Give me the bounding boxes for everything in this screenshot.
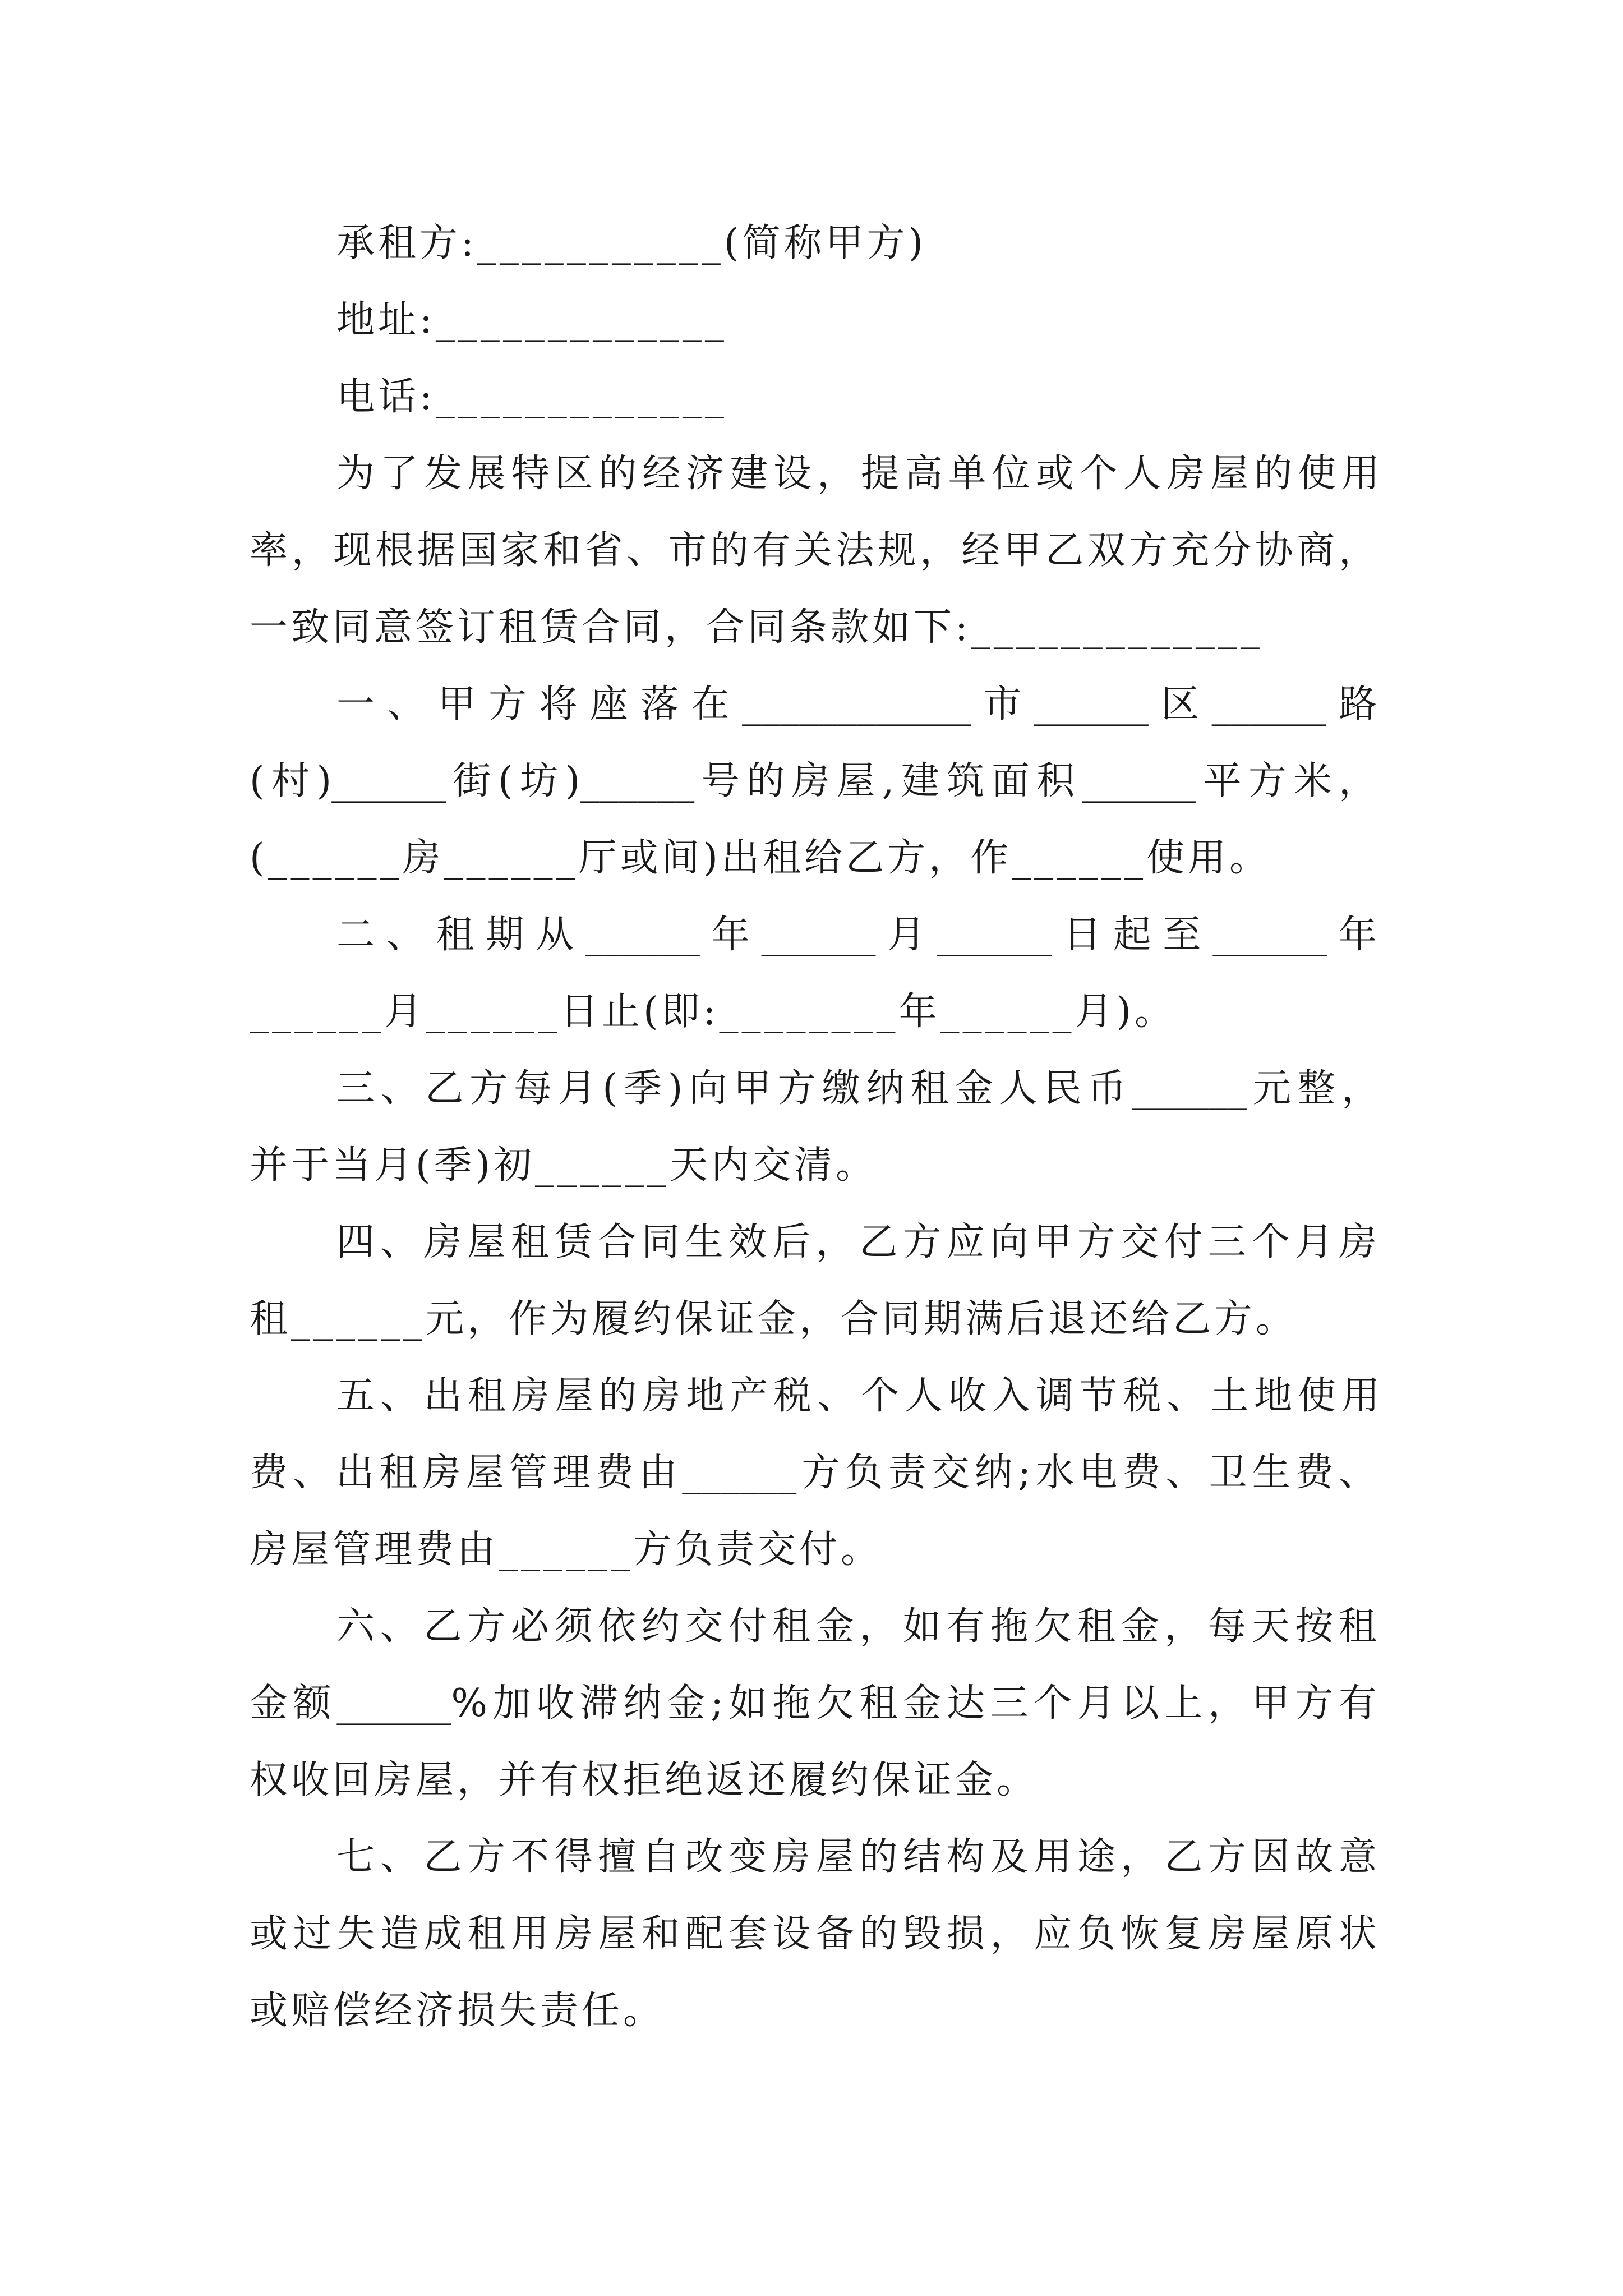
clause-3-line-2: 并于当月(季)初______天内交清。 <box>250 1143 878 1188</box>
lessee-line: 承租方:___________(简称甲方) <box>336 221 926 265</box>
clause-3-line-1: 三、乙方每月(季)向甲方缴纳租金人民币______元整， <box>336 1066 1380 1111</box>
clause-7-line-1: 七、乙方不得擅自改变房屋的结构及用途，乙方因故意 <box>336 1835 1377 1879</box>
preamble-line-1: 为了发展特区的经济建设，提高单位或个人房屋的使用 <box>336 452 1380 496</box>
clause-6-line-1: 六、乙方必须依约交付租金，如有拖欠租金，每天按租 <box>336 1604 1377 1649</box>
clause-7-line-2: 或过失造成租用房屋和配套设备的毁损，应负恢复房屋原状 <box>250 1912 1377 1956</box>
clause-2-line-1: 二、租期从______年______月______日起至______年 <box>336 913 1377 957</box>
clause-1-line-1: 一、甲方将座落在____________市______区______路 <box>336 682 1377 726</box>
preamble-line-3: 一致同意签订租赁合同，合同条款如下:_____________ <box>250 605 1263 650</box>
preamble-line-2: 率，现根据国家和省、市的有关法规，经甲乙双方充分协商， <box>250 528 1377 573</box>
clause-6-line-3: 权收回房屋，并有权拒绝返还履约保证金。 <box>250 1758 1039 1802</box>
clause-2-line-2: ______月______日止(即:________年______月)。 <box>250 990 1176 1034</box>
clause-1-line-3: (______房______厅或间)出租给乙方，作______使用。 <box>250 836 1271 880</box>
clause-7-line-3: 或赔偿经济损失责任。 <box>250 1989 665 2033</box>
clause-6-line-2: 金额______%加收滞纳金;如拖欠租金达三个月以上，甲方有 <box>250 1681 1377 1726</box>
clause-4-line-2: 租______元，作为履约保证金，合同期满后退还给乙方。 <box>250 1297 1298 1341</box>
phone-line: 电话:_____________ <box>336 375 727 419</box>
clause-1-line-2: (村)______街(坊)______号的房屋,建筑面积______平方米， <box>250 759 1377 803</box>
clause-4-line-1: 四、房屋租赁合同生效后，乙方应向甲方交付三个月房 <box>336 1220 1377 1264</box>
address-line: 地址:_____________ <box>336 298 727 342</box>
clause-5-line-1: 五、出租房屋的房地产税、个人收入调节税、土地使用 <box>336 1374 1380 1418</box>
clause-5-line-3: 房屋管理费由______方负责交付。 <box>250 1527 883 1572</box>
clause-5-line-2: 费、出租房屋管理费由______方负责交纳;水电费、卫生费、 <box>250 1451 1377 1495</box>
